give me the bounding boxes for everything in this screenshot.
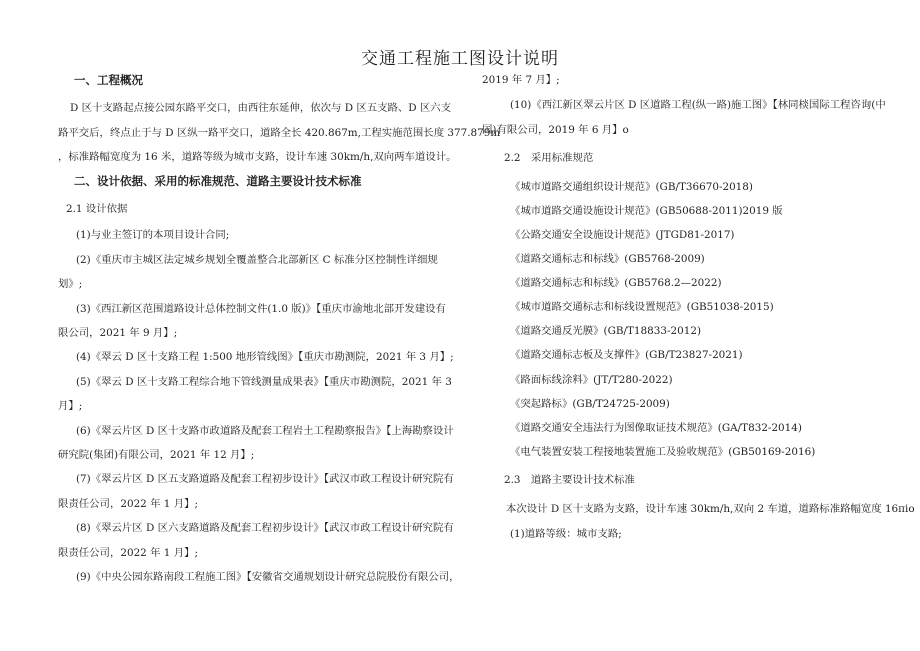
basis-item: 国)有限公司，2019 年 6 月】o <box>482 124 629 136</box>
section-heading-basis: 二、设计依据、采用的标准规范、道路主要设计技术标准 <box>74 174 362 188</box>
basis-item: (1)与业主签订的本项目设计合同; <box>76 229 230 241</box>
basis-item: (4)《翠云 D 区十支路工程 1:500 地形管线图》【重庆市勘测院，2021 年 3 月】; <box>76 351 454 363</box>
page-title: 交通工程施工图设计说明 <box>361 49 559 69</box>
standard-item: 《城市道路交通组织设计规范》(GB/T36670-2018) <box>510 181 753 193</box>
basis-item: (9)《中央公园东路南段工程施工图》【安徽省交通规划设计研究总院股份有限公司， <box>76 571 460 583</box>
standard-item: 《电气装置安装工程接地装置施工及验收规范》(GB50169-2016) <box>510 446 816 458</box>
basis-item: (6)《翠云片区 D 区十支路市政道路及配套工程岩土工程勘察报告》【上海勘察设计 <box>76 425 454 437</box>
overview-line: ，标准路幅宽度为 16 米，道路等级为城市支路，设计车速 30km/h,双向两车道设计。 <box>58 151 457 163</box>
basis-item: (10)《西江新区翠云片区 D 区道路工程(纵一路)施工图》【林同棪国际工程咨询(中 <box>510 99 886 111</box>
standard-item: 《道路交通标志板及支撑件》(GB/T23827-2021) <box>510 349 743 361</box>
tech-standard-line: 本次设计 D 区十支路为支路，设计车速 30km/h,双向 2 车道，道路标准路幅宽度 16πio <box>506 503 915 515</box>
basis-item: 月】; <box>58 400 83 412</box>
basis-item: 划》; <box>58 278 83 290</box>
standard-item: 《道路交通安全违法行为图像取证技术规范》(GA/T832-2014) <box>510 422 802 434</box>
basis-item: 研究院(集团)有限公司，2021 年 12 月】; <box>58 449 255 461</box>
basis-item-continued: 2019 年 7 月】; <box>482 74 560 86</box>
basis-item: 限公司，2021 年 9 月】; <box>58 327 178 339</box>
basis-item: 限责任公司，2022 年 1 月】; <box>58 547 198 559</box>
basis-item: (8)《翠云片区 D 区六支路道路及配套工程初步设计》【武汉市政工程设计研究院有 <box>76 522 454 534</box>
overview-line: 路平交后，终点止于与 D 区纵一路平交口，道路全长 420.867m,工程实施范围长度 377.879m <box>58 127 501 139</box>
section-heading-overview: 一、工程概况 <box>74 73 143 87</box>
standard-item: 《城市道路交通标志和标线设置规范》(GB51038-2015) <box>510 301 774 313</box>
basis-item: (5)《翠云 D 区十支路工程综合地下管线测量成果表》【重庆市勘测院，2021 年 3 <box>76 376 452 388</box>
standard-item: 《公路交通安全设施设计规范》(JTGD81-2017) <box>510 229 735 241</box>
standard-item: 《道路交通标志和标线》(GB5768.2—2022) <box>510 277 722 289</box>
basis-item: (3)《西江新区范围道路设计总体控制文件(1.0 版)》【重庆市渝地北部开发建设有 <box>76 303 446 315</box>
subsection-heading-2-2: 2.2 采用标准规范 <box>504 152 594 164</box>
basis-item: 限责任公司，2022 年 1 月】; <box>58 498 198 510</box>
standard-item: 《城市道路交通设施设计规范》(GB50688-2011)2019 版 <box>510 205 783 217</box>
overview-line: D 区十支路起点接公园东路平交口，由西往东延伸，依次与 D 区五支路、D 区六支 <box>70 102 452 114</box>
basis-item: (7)《翠云片区 D 区五支路道路及配套工程初步设计》【武汉市政工程设计研究院有 <box>76 473 454 485</box>
standard-item: 《道路交通标志和标线》(GB5768-2009) <box>510 253 705 265</box>
standard-item: 《路面标线涂料》(JT/T280-2022) <box>510 374 673 386</box>
tech-standard-line: (1)道路等级：城市支路; <box>510 528 622 540</box>
basis-item: (2)《重庆市主城区法定城乡规划全覆盖整合北部新区 C 标准分区控制性详细规 <box>76 254 438 266</box>
standard-item: 《突起路标》(GB/T24725-2009) <box>510 398 670 410</box>
subsection-heading-2-1: 2.1 设计依据 <box>66 203 128 215</box>
subsection-heading-2-3: 2.3 道路主要设计技术标准 <box>504 474 635 486</box>
standard-item: 《道路交通反光膜》(GB/T18833-2012) <box>510 325 701 337</box>
